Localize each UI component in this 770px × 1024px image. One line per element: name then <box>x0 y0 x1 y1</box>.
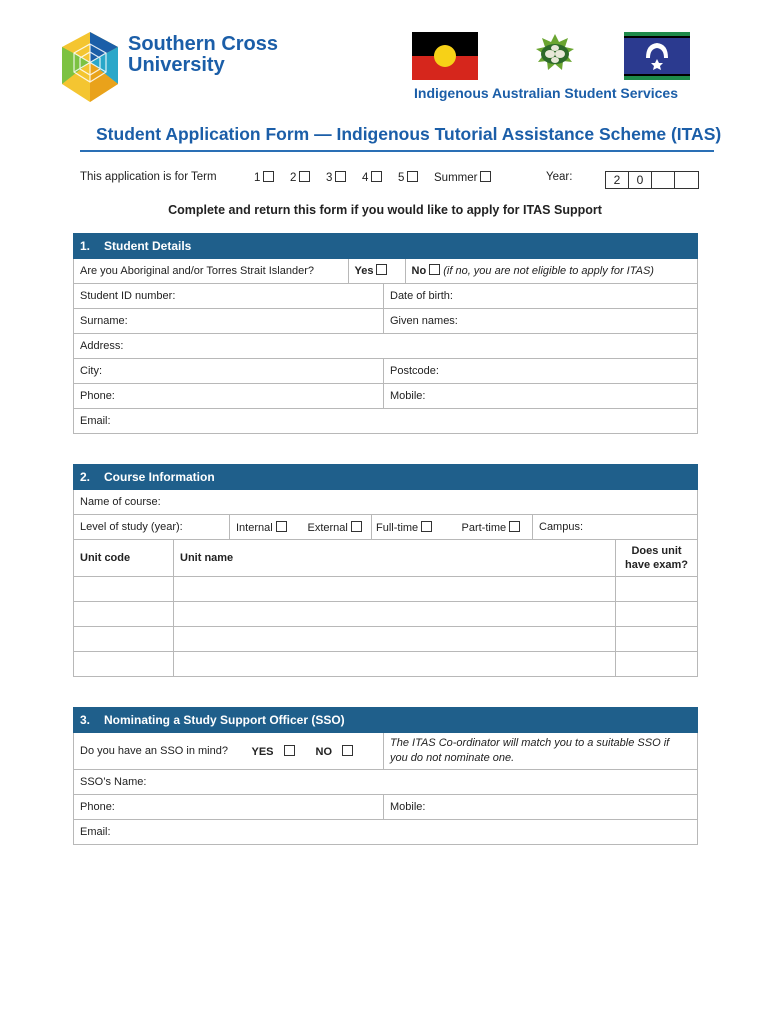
level-of-study-field[interactable]: Level of study (year): <box>74 515 230 540</box>
term-2-checkbox[interactable] <box>299 171 310 182</box>
course-information-section <box>73 464 698 677</box>
course-name-field[interactable]: Name of course: <box>74 490 698 515</box>
year-digit-2[interactable]: 0 <box>629 172 652 188</box>
title-divider <box>80 150 714 152</box>
postcode-field[interactable]: Postcode: <box>384 359 698 384</box>
atsi-no-note: (if no, you are not eligible to apply for ITAS) <box>443 265 654 277</box>
sso-email-field[interactable]: Email: <box>74 820 698 845</box>
section-3-header: 3. Nominating a Study Support Officer (SSO) <box>74 708 698 733</box>
year-input[interactable] <box>605 171 699 189</box>
sso-section <box>73 707 698 845</box>
exam-cell[interactable] <box>616 652 698 677</box>
atsi-no: No (if no, you are not eligible to apply for ITAS) <box>411 265 654 277</box>
emblem-icon <box>522 32 588 80</box>
aboriginal-flag-icon <box>412 32 478 80</box>
logo-line-1: Southern Cross <box>128 33 279 55</box>
campus-field[interactable]: Campus: <box>533 515 698 540</box>
term-option-summer: Summer <box>434 171 491 184</box>
year-digit-4[interactable] <box>675 172 698 188</box>
unit-name-cell[interactable] <box>174 627 616 652</box>
year-digit-1[interactable]: 2 <box>606 172 629 188</box>
internal-option: Internal <box>230 515 302 540</box>
unit-name-cell[interactable] <box>174 577 616 602</box>
sso-mobile-field[interactable]: Mobile: <box>384 795 698 820</box>
year-digit-3[interactable] <box>652 172 675 188</box>
parttime-checkbox[interactable] <box>509 521 520 532</box>
exam-cell[interactable] <box>616 602 698 627</box>
unit-name-cell[interactable] <box>174 602 616 627</box>
sso-phone-field[interactable]: Phone: <box>74 795 384 820</box>
address-field[interactable]: Address: <box>74 334 698 359</box>
atsi-question: Are you Aboriginal and/or Torres Strait Islander? <box>74 259 348 284</box>
student-details-section <box>73 233 698 434</box>
service-name: Indigenous Australian Student Services <box>414 85 678 101</box>
sso-note: The ITAS Co-ordinator will match you to a suitable SSO if you do not nominate one. <box>384 733 698 770</box>
term-row <box>80 171 700 191</box>
unit-name-cell[interactable] <box>174 652 616 677</box>
table-row <box>74 577 698 602</box>
unit-name-header: Unit name <box>174 540 616 577</box>
sso-yes-checkbox[interactable] <box>284 745 295 756</box>
sso-question: Do you have an SSO in mind? <box>74 733 246 770</box>
instruction-text: Complete and return this form if you would like to apply for ITAS Support <box>168 203 602 217</box>
atsi-yes-checkbox[interactable] <box>376 264 387 275</box>
unit-code-cell[interactable] <box>74 652 174 677</box>
exam-header: Does unit have exam? <box>616 540 698 577</box>
internal-checkbox[interactable] <box>276 521 287 532</box>
given-names-field[interactable]: Given names: <box>384 309 698 334</box>
table-row <box>74 602 698 627</box>
term-option-4: 4 <box>362 171 382 184</box>
term-3-checkbox[interactable] <box>335 171 346 182</box>
sso-name-field[interactable]: SSO’s Name: <box>74 770 698 795</box>
exam-cell[interactable] <box>616 627 698 652</box>
term-option-5: 5 <box>398 171 418 184</box>
external-checkbox[interactable] <box>351 521 362 532</box>
term-label: This application is for Term <box>80 171 217 183</box>
table-row <box>74 627 698 652</box>
sso-yes-option: YES <box>246 733 310 770</box>
phone-field[interactable]: Phone: <box>74 384 384 409</box>
surname-field[interactable]: Surname: <box>74 309 384 334</box>
atsi-yes: Yes <box>348 259 406 283</box>
torres-strait-islander-flag-icon <box>624 32 690 80</box>
exam-cell[interactable] <box>616 577 698 602</box>
sso-no-option: NO <box>310 733 384 770</box>
parttime-option: Part-time <box>460 515 533 540</box>
student-id-field[interactable]: Student ID number: <box>74 284 384 309</box>
logo-shield-icon <box>62 32 118 102</box>
dob-field[interactable]: Date of birth: <box>384 284 698 309</box>
unit-code-cell[interactable] <box>74 627 174 652</box>
term-4-checkbox[interactable] <box>371 171 382 182</box>
term-summer-checkbox[interactable] <box>480 171 491 182</box>
term-option-2: 2 <box>290 171 310 184</box>
university-logo <box>62 32 302 102</box>
flags-group <box>412 32 692 84</box>
logo-wordmark <box>128 34 278 76</box>
city-field[interactable]: City: <box>74 359 384 384</box>
term-5-checkbox[interactable] <box>407 171 418 182</box>
term-1-checkbox[interactable] <box>263 171 274 182</box>
unit-code-header: Unit code <box>74 540 174 577</box>
external-option: External <box>302 515 372 540</box>
fulltime-option: Full-time <box>372 515 460 540</box>
form-title: Student Application Form — Indigenous Tutorial Assistance Scheme (ITAS) <box>96 124 722 144</box>
year-label: Year: <box>546 171 573 183</box>
email-field[interactable]: Email: <box>74 409 698 434</box>
mobile-field[interactable]: Mobile: <box>384 384 698 409</box>
term-option-3: 3 <box>326 171 346 184</box>
section-1-header: 1. Student Details <box>74 234 698 259</box>
section-2-header: 2. Course Information <box>74 465 698 490</box>
term-option-1: 1 <box>254 171 274 184</box>
unit-code-cell[interactable] <box>74 577 174 602</box>
fulltime-checkbox[interactable] <box>421 521 432 532</box>
table-row <box>74 652 698 677</box>
sso-no-checkbox[interactable] <box>342 745 353 756</box>
logo-line-2: University <box>128 54 225 76</box>
unit-code-cell[interactable] <box>74 602 174 627</box>
atsi-no-checkbox[interactable] <box>429 264 440 275</box>
